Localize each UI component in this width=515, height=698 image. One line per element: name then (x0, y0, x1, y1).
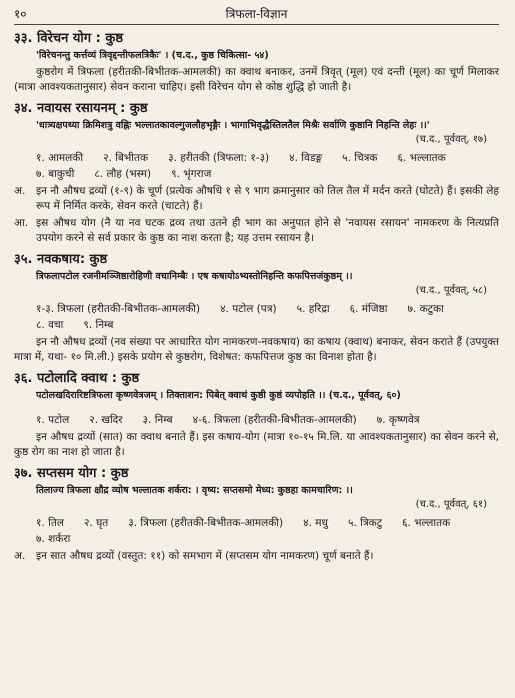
section-36-title: ३६. पटोलादि क्वाथ : कुष्ठ (14, 371, 140, 386)
note-marker: अ. (14, 550, 26, 562)
ingredient: ४-६. त्रिफला (हरीतकी-बिभीतक-आमलकी) (192, 414, 357, 426)
ingredient: ७. कृष्णवेत्र (376, 414, 420, 426)
ingredient: २. खदिर (89, 414, 123, 426)
section-34-verse: 'धात्र्यक्षपथ्या क्रिमिशत्रु वह्निः भल्लातकावल्गुजलौहभृङ्गैः । भागाभिवृद्धैस्तिलतैल मिश्रैः सर्वाणि कुष्ठानि निहन्ति लेहः ।।' (36, 120, 430, 131)
section-34-note-a (14, 184, 499, 214)
note-marker: अ. (14, 185, 26, 197)
section-36-verse: पटोलखदिरारिष्टत्रिफला कृष्णवेत्रजम् । तिक्ताशन: पिबेत् क्वाथं कुष्ठी कुष्ठं व्यपोहति ।। (च.द., पूर्ववत्, ६०) (36, 390, 401, 401)
section-37-note-a (14, 549, 499, 564)
section-36-ingredients (14, 412, 499, 428)
ingredient: १. तिल (36, 517, 64, 529)
ingredient: ९. भृंगराज (171, 168, 212, 180)
running-title: त्रिफला-विज्ञान (225, 7, 288, 21)
section-34-reference: (च.द., पूर्ववत्, १७) (415, 134, 487, 145)
section-37-reference: (च.द., पूर्ववत्, ६१) (415, 499, 487, 510)
section-33-paragraph: कुष्ठरोग में त्रिफला (हरीतकी-बिभीतक-आमलकी) का क्वाथ बनाकर, उनमें त्रिवृत् (मूल) एवं दन्ती (मूल) का चूर्ण मिलाकर (मात्रा आवश्यकतानुसार) सेवन कराना चाहिए। इसी विरेचन योग से कोष्ठ शुद्धि हो जाती है। (14, 66, 499, 93)
ingredient: १. आमलकी (36, 152, 84, 164)
ingredient: ६. भल्लातक (402, 517, 451, 529)
section-33-verse: 'विरेचनन्तु कर्त्तव्यं त्रिवृद्दन्तीफलत्रिकैः' । (च.द., कुष्ठ चिकित्सा- ५४) (36, 50, 269, 61)
section-35-reference: (च.द., पूर्ववत्, ५८) (415, 285, 487, 296)
section-35-title: ३५. नवकषाय: कुष्ठ (14, 252, 108, 267)
ingredient: ५. त्रिकटु (348, 517, 383, 529)
ingredient: ८. लौह (भस्म) (94, 168, 152, 180)
ingredient: ३. हरीतकी (त्रिफला: १-३) (168, 152, 270, 164)
page-number: १० (14, 7, 27, 21)
ingredient: २. बिभीतक (103, 152, 149, 164)
ingredient: ७. शर्करा (36, 533, 71, 545)
ingredient: ७. बाकुची (36, 168, 75, 180)
ingredient: ७. कटुका (407, 303, 444, 315)
page-header (14, 0, 499, 25)
section-35-paragraph: इन नौ औषध द्रव्यों (नव संख्या पर आधारित योग नामकरण-नवकषाय) का कषाय (क्वाथ) बनाकर, सेवन कराते हैं (उपयुक्त मात्रा में, यथा- १० मि.ली.) इसके प्रयोग से कुष्ठरोग, विशेषत: कफपित्तज कुष्ठ का विनाश होता है। (14, 336, 499, 363)
ingredient: १-३. त्रिफला (हरीतकी-बिभीतक-आमलकी) (36, 303, 201, 315)
ingredient: ५. चित्रक (342, 152, 378, 164)
section-34-ingredients (14, 150, 499, 182)
section-33-title: ३३. विरेचन योग : कुष्ठ (14, 31, 124, 46)
ingredient: ३. त्रिफला (हरीतकी-बिभीतक-आमलकी) (128, 517, 284, 529)
ingredient: ९. निम्ब (83, 319, 114, 331)
note-text: इन नौ औषध द्रव्यों (१-९) के चूर्ण (प्रत्येक औषधि १ से ९ भाग क्रमानुसार को तिल तैल में मर्दन करते (घोटते) हैं। इसकी लेह रूप में निर्मित करके, सेवन करते (चाटते) हैं। (36, 185, 499, 212)
ingredient: ४. विडङ्ग (289, 152, 323, 164)
section-34-note-b (14, 216, 499, 246)
section-35-verse: त्रिफलापटोल रजनीमञ्जिष्ठारोहिणी वचानिम्बैः । एष कषायोऽभ्यस्तोनिहन्ति कफपित्तजंकुष्ठम् ।। (36, 271, 353, 282)
section-34-title: ३४. नवायस रसायनम् : कुष्ठ (14, 101, 148, 116)
ingredient: ४. पटोल (पत्र) (220, 303, 277, 315)
section-37-title: ३७. सप्तसम योग : कुष्ठ (14, 466, 129, 481)
section-36-paragraph: इन औषध द्रव्यों (सात) का क्वाथ बनाते हैं। इस कषाय-योग (मात्रा १०-१५ मि.लि. या आवश्यकतानुसार) का सेवन करने से, कुष्ठ रोग का नाश हो जाता है। (14, 431, 499, 458)
note-marker: आ. (14, 217, 29, 229)
section-37-verse: तिलाज्य त्रिफला क्षौद्र व्योष भल्लातक शर्करा: । वृष्य: सप्तसमो मेध्य: कुष्ठहा कामचारिण: ।। (36, 485, 353, 496)
ingredient: १. पटोल (36, 414, 70, 426)
note-text: इन सात औषध द्रव्यों (वस्तुत: ११) को समभाग में (सप्तसम योग नामकरण) चूर्ण बनाते हैं। (36, 550, 374, 562)
ingredient: ६. भल्लातक (397, 152, 446, 164)
ingredient: ५. हरिद्रा (296, 303, 330, 315)
section-37-ingredients (14, 515, 499, 547)
section-35-ingredients (14, 301, 499, 333)
ingredient: ३. निम्ब (142, 414, 173, 426)
ingredient: ६. मंजिष्ठा (349, 303, 388, 315)
note-text: इस औषध योग (नै या नव घटक द्रव्य तथा उतने ही भाग का अनुपात होने से 'नवायस रसायन' नामकरण के नित्यप्रति उपयोग करने से सर्व प्रकार के कुष्ठ का नाश करता है; यह उत्तम रसायन है। (36, 217, 499, 244)
ingredient: २. घृत (83, 517, 109, 529)
ingredient: ८. वचा (36, 319, 64, 331)
ingredient: ४. मधु (303, 517, 328, 529)
